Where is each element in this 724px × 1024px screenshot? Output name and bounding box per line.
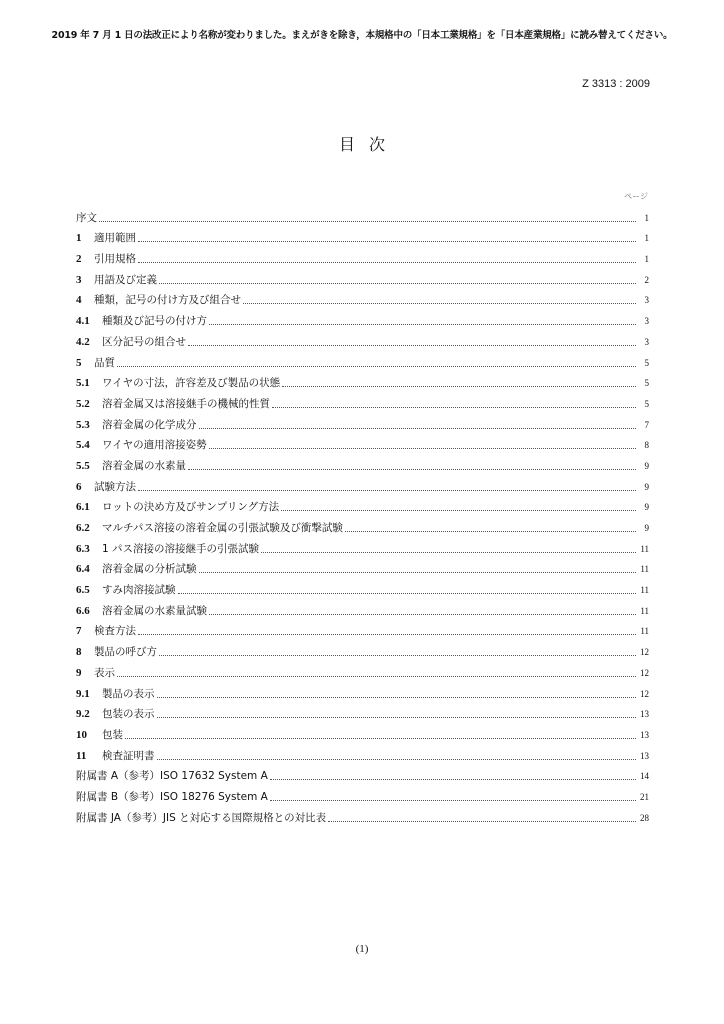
toc-entry-page: 13 bbox=[640, 709, 649, 720]
toc-entry-page: 7 bbox=[644, 419, 649, 430]
dot-leader bbox=[99, 221, 636, 222]
toc-entry[interactable] bbox=[76, 328, 649, 349]
toc-entry-page: 2 bbox=[644, 274, 649, 285]
toc-entry-number: 4.1 bbox=[76, 315, 90, 328]
dot-leader bbox=[328, 821, 636, 822]
toc-entry-page: 3 bbox=[644, 316, 649, 327]
toc-entry-number: 5 bbox=[76, 356, 82, 369]
document-code: Z 3313 : 2009 bbox=[582, 78, 650, 90]
toc-entry-page: 5 bbox=[644, 357, 649, 368]
dot-leader bbox=[138, 490, 636, 491]
toc-entry-page: 28 bbox=[640, 812, 649, 823]
toc-entry-number: 6.4 bbox=[76, 563, 90, 576]
toc-entry[interactable] bbox=[76, 576, 649, 597]
toc-entry-number: 2 bbox=[76, 253, 82, 266]
toc-entry[interactable] bbox=[76, 307, 649, 328]
toc-entry[interactable] bbox=[76, 618, 649, 639]
toc-entry[interactable] bbox=[76, 638, 649, 659]
toc-entry[interactable] bbox=[76, 432, 649, 453]
toc-entry-page: 5 bbox=[644, 398, 649, 409]
dot-leader bbox=[281, 510, 636, 511]
toc-entry-label: 溶着金属の水素量 bbox=[102, 459, 186, 472]
dot-leader bbox=[272, 407, 636, 408]
toc-entry-page: 12 bbox=[640, 688, 649, 699]
toc-entry-label: 附属書 JA（参考）JIS と対応する国際規格との対比表 bbox=[76, 811, 327, 824]
toc-entry[interactable] bbox=[76, 204, 649, 225]
toc-entry-page: 8 bbox=[644, 440, 649, 451]
toc-entry-page: 11 bbox=[640, 605, 649, 616]
dot-leader bbox=[345, 531, 636, 532]
toc-entry-label: 製品の表示 bbox=[102, 687, 155, 700]
toc-entry-label: 溶着金属の化学成分 bbox=[102, 418, 197, 431]
toc-entry-label: 製品の呼び方 bbox=[94, 646, 157, 659]
toc-entry-page: 9 bbox=[644, 523, 649, 533]
toc-entry[interactable] bbox=[76, 804, 649, 825]
toc-entry-number: 5.3 bbox=[76, 418, 90, 431]
toc-entry-label: 種類，記号の付け方及び組合せ bbox=[94, 294, 241, 307]
toc-entry-page: 13 bbox=[640, 729, 649, 740]
toc-entry-page: 11 bbox=[640, 543, 649, 554]
dot-leader bbox=[270, 779, 636, 780]
toc-entry-label: 序文 bbox=[76, 211, 97, 224]
dot-leader bbox=[138, 634, 636, 635]
toc-entry-number: 6 bbox=[76, 480, 82, 493]
toc-entry-page: 9 bbox=[644, 502, 649, 513]
dot-leader bbox=[157, 697, 637, 698]
toc-entry[interactable] bbox=[76, 245, 649, 266]
toc-entry-label: ワイヤの適用溶接姿勢 bbox=[102, 439, 207, 452]
toc-entry[interactable] bbox=[76, 370, 649, 391]
toc-entry-number: 3 bbox=[76, 273, 82, 286]
toc-entry[interactable] bbox=[76, 287, 649, 308]
toc-entry[interactable] bbox=[76, 721, 649, 742]
dot-leader bbox=[188, 345, 636, 346]
toc-entry-page: 5 bbox=[644, 378, 649, 389]
toc-entry-page: 13 bbox=[640, 750, 649, 761]
toc-entry-number: 7 bbox=[76, 625, 82, 638]
dot-leader bbox=[138, 241, 636, 242]
toc-entry-number: 8 bbox=[76, 646, 82, 659]
page-title: 目次 bbox=[338, 135, 399, 154]
toc-entry-label: 包装 bbox=[102, 728, 123, 741]
dot-leader bbox=[199, 428, 637, 429]
toc-entry-label: 品質 bbox=[94, 356, 115, 369]
toc-entry-label: 包装の表示 bbox=[102, 708, 155, 721]
dot-leader bbox=[199, 572, 637, 573]
toc-entry-label: 附属書 A（参考）ISO 17632 System A bbox=[76, 770, 268, 783]
toc-entry[interactable] bbox=[76, 783, 649, 804]
toc-entry-number: 1 bbox=[76, 232, 82, 245]
dot-leader bbox=[178, 593, 637, 594]
dot-leader bbox=[138, 262, 636, 263]
dot-leader bbox=[117, 366, 636, 367]
toc-entry-number: 6.1 bbox=[76, 501, 90, 514]
toc-entry[interactable] bbox=[76, 659, 649, 680]
toc-entry-page: 1 bbox=[644, 212, 649, 223]
toc-entry-label: 附属書 B（参考）ISO 18276 System A bbox=[76, 790, 268, 803]
toc-entry-page: 14 bbox=[640, 771, 649, 782]
toc-entry[interactable] bbox=[76, 680, 649, 701]
toc-entry-number: 6.5 bbox=[76, 584, 90, 597]
toc-entry-page: 11 bbox=[640, 626, 649, 637]
toc-entry[interactable] bbox=[76, 742, 649, 763]
table-of-contents bbox=[76, 204, 649, 825]
toc-entry[interactable] bbox=[76, 411, 649, 432]
toc-entry[interactable] bbox=[76, 225, 649, 246]
toc-entry-label: ワイヤの寸法，許容差及び製品の状態 bbox=[102, 377, 281, 390]
dot-leader bbox=[159, 283, 636, 284]
toc-entry[interactable] bbox=[76, 597, 649, 618]
toc-entry-number: 4 bbox=[76, 294, 82, 307]
toc-entry-page: 1 bbox=[644, 233, 649, 244]
toc-entry-label: 用語及び定義 bbox=[94, 273, 157, 286]
dot-leader bbox=[209, 614, 636, 615]
toc-entry[interactable] bbox=[76, 763, 649, 784]
toc-entry-label: 溶着金属の分析試験 bbox=[102, 563, 197, 576]
dot-leader bbox=[282, 386, 636, 387]
dot-leader bbox=[209, 324, 636, 325]
toc-entry-page: 9 bbox=[644, 460, 649, 471]
toc-entry-number: 6.3 bbox=[76, 542, 90, 555]
dot-leader bbox=[117, 676, 636, 677]
toc-entry-page: 12 bbox=[640, 647, 649, 658]
toc-entry[interactable] bbox=[76, 494, 649, 515]
dot-leader bbox=[270, 800, 636, 801]
dot-leader bbox=[261, 552, 636, 553]
toc-entry-number: 11 bbox=[76, 749, 87, 762]
toc-entry-number: 4.2 bbox=[76, 335, 90, 348]
toc-entry[interactable] bbox=[76, 473, 649, 494]
toc-entry-number: 10 bbox=[76, 728, 87, 741]
toc-entry-page: 12 bbox=[640, 667, 649, 678]
dot-leader bbox=[157, 717, 637, 718]
toc-entry[interactable] bbox=[76, 266, 649, 287]
dot-leader bbox=[125, 738, 636, 739]
dot-leader bbox=[159, 655, 636, 656]
toc-entry-number: 6.6 bbox=[76, 604, 90, 617]
toc-entry-page: 3 bbox=[644, 295, 649, 306]
page-column-header: ページ bbox=[624, 192, 648, 201]
toc-entry[interactable] bbox=[76, 514, 649, 535]
toc-entry-label: 検査方法 bbox=[94, 625, 136, 638]
toc-entry-label: 検査証明書 bbox=[102, 749, 155, 762]
toc-entry[interactable] bbox=[76, 556, 649, 577]
toc-entry-page: 3 bbox=[644, 336, 649, 347]
toc-entry-number: 9 bbox=[76, 666, 82, 679]
toc-entry-label: 適用範囲 bbox=[94, 232, 136, 245]
toc-entry-label: すみ肉溶接試験 bbox=[102, 584, 176, 597]
dot-leader bbox=[209, 448, 636, 449]
toc-entry-label: 引用規格 bbox=[94, 253, 136, 266]
dot-leader bbox=[188, 469, 636, 470]
page-number-footer: (1) bbox=[355, 943, 369, 955]
dot-leader bbox=[243, 303, 636, 304]
toc-entry-number: 9.2 bbox=[76, 708, 90, 721]
toc-entry-page: 11 bbox=[640, 585, 649, 596]
toc-entry-number: 9.1 bbox=[76, 687, 90, 700]
toc-entry-page: 11 bbox=[640, 564, 649, 575]
toc-entry-label: 1 パス溶接の溶接継手の引張試験 bbox=[102, 542, 260, 555]
toc-entry-number: 5.5 bbox=[76, 459, 90, 472]
toc-entry-number: 5.1 bbox=[76, 377, 90, 390]
toc-entry[interactable] bbox=[76, 701, 649, 722]
revision-notice: 2019 年 7 月 1 日の法改正により名称が変わりました。まえがきを除き，本規格中の「日本工業規格」を「日本産業規格」に読み替えてください。 bbox=[51, 30, 673, 41]
toc-entry-label: 溶着金属又は溶接継手の機械的性質 bbox=[102, 397, 270, 410]
toc-entry-label: ロットの決め方及びサンプリング方法 bbox=[102, 501, 280, 514]
toc-entry-page: 21 bbox=[640, 791, 649, 802]
toc-entry[interactable] bbox=[76, 535, 649, 556]
toc-entry[interactable] bbox=[76, 349, 649, 370]
toc-entry-number: 5.4 bbox=[76, 439, 90, 452]
toc-entry-page: 1 bbox=[644, 254, 649, 265]
toc-entry-number: 5.2 bbox=[76, 397, 90, 410]
toc-entry-number: 6.2 bbox=[76, 522, 90, 534]
toc-entry-label: 区分記号の組合せ bbox=[102, 335, 186, 348]
toc-entry-label: マルチパス溶接の溶着金属の引張試験及び衝撃試験 bbox=[102, 522, 343, 534]
toc-entry-label: 種類及び記号の付け方 bbox=[102, 315, 207, 328]
toc-entry[interactable] bbox=[76, 452, 649, 473]
toc-entry-label: 試験方法 bbox=[94, 480, 136, 493]
toc-entry[interactable] bbox=[76, 390, 649, 411]
toc-entry-page: 9 bbox=[644, 481, 649, 492]
toc-entry-label: 表示 bbox=[94, 666, 115, 679]
toc-entry-label: 溶着金属の水素量試験 bbox=[102, 604, 207, 617]
dot-leader bbox=[157, 759, 637, 760]
